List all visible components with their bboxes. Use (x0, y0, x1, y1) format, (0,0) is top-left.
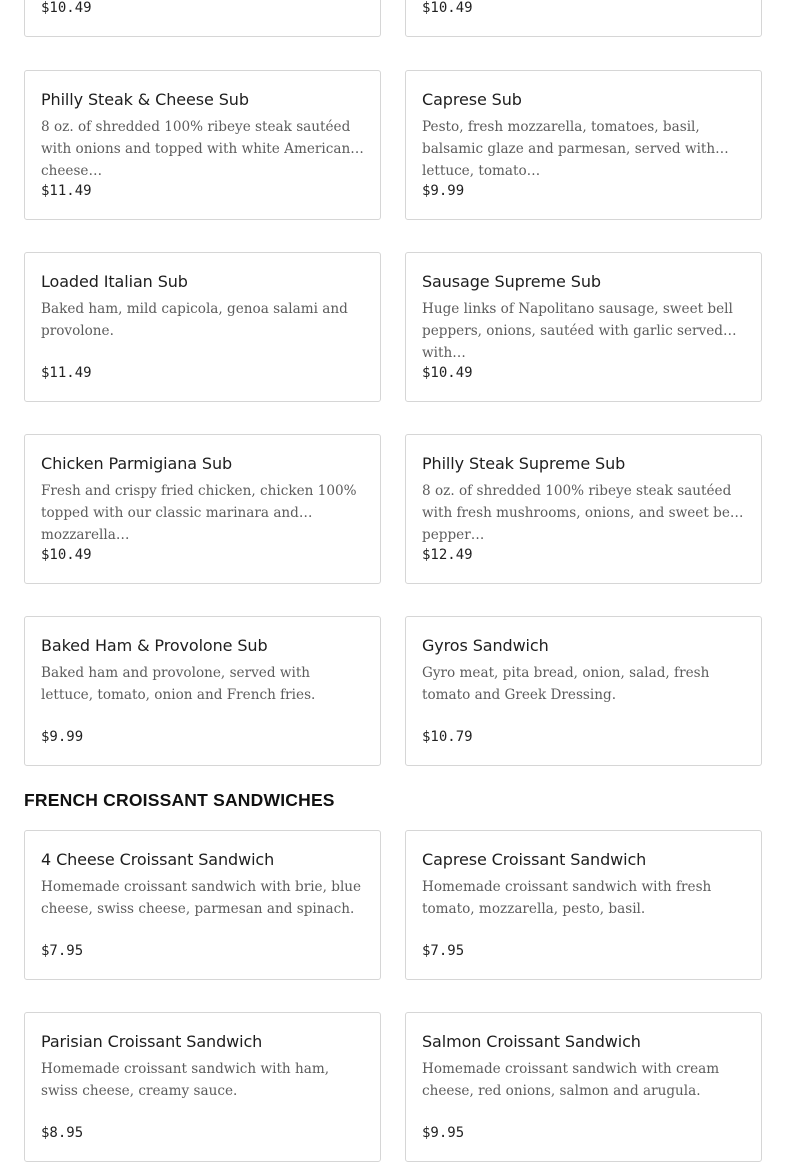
menu-item-card[interactable] (24, 830, 381, 980)
item-name: Chicken Parmigiana Sub (41, 454, 233, 473)
item-description: Huge links of Napolitano sausage, sweet bell peppers, onions, sautéed with garlic served with… (422, 301, 733, 361)
item-price: $10.49 (41, 0, 92, 16)
menu-item-card[interactable] (24, 70, 381, 220)
item-name: Gyros Sandwich (422, 636, 549, 655)
item-description: Baked ham, mild capicola, genoa salami and provolone. (41, 301, 348, 339)
menu-item-card[interactable] (405, 252, 762, 402)
item-name: Caprese Sub (422, 90, 522, 109)
item-name: Caprese Croissant Sandwich (422, 850, 647, 869)
item-description: 8 oz. of shredded 100% ribeye steak sautéed with onions and topped with white American cheese… (41, 119, 351, 179)
menu-item-card[interactable] (405, 434, 762, 584)
section-heading: FRENCH CROISSANT SANDWICHES (24, 790, 335, 810)
menu-item-card[interactable] (24, 1012, 381, 1162)
menu-item-card[interactable] (405, 0, 762, 37)
item-name: Salmon Croissant Sandwich (422, 1032, 641, 1051)
item-price: $10.49 (41, 547, 92, 563)
item-description: Gyro meat, pita bread, onion, salad, fresh tomato and Greek Dressing. (422, 665, 710, 703)
menu-item-card[interactable] (24, 0, 381, 37)
item-description: Homemade croissant sandwich with fresh tomato, mozzarella, pesto, basil. (422, 879, 712, 917)
menu-item-card[interactable] (405, 1012, 762, 1162)
menu-item-card[interactable] (24, 616, 381, 766)
menu-item-card[interactable] (405, 830, 762, 980)
item-price: $10.79 (422, 729, 473, 745)
item-description: Pesto, fresh mozzarella, tomatoes, basil, balsamic glaze and parmesan, served with lettuce, tomato… (422, 119, 716, 179)
item-name: Baked Ham & Provolone Sub (41, 636, 268, 655)
menu-item-card[interactable] (405, 70, 762, 220)
item-price: $9.99 (422, 183, 465, 199)
item-price: $12.49 (422, 547, 473, 563)
item-name: Sausage Supreme Sub (422, 272, 601, 291)
item-name: Parisian Croissant Sandwich (41, 1032, 263, 1051)
item-price: $10.49 (422, 0, 473, 16)
item-price: $9.95 (422, 1125, 465, 1141)
item-description: Homemade croissant sandwich with brie, blue cheese, swiss cheese, parmesan and spinach. (41, 879, 362, 917)
item-price: $8.95 (41, 1125, 84, 1141)
item-name: 4 Cheese Croissant Sandwich (41, 850, 275, 869)
item-price: $11.49 (41, 365, 92, 381)
item-price: $11.49 (41, 183, 92, 199)
menu-item-card[interactable] (405, 616, 762, 766)
item-price: $7.95 (41, 943, 84, 959)
menu-item-card[interactable] (24, 252, 381, 402)
item-description: Baked ham and provolone, served with lettuce, tomato, onion and French fries. (41, 665, 316, 703)
item-price: $10.49 (422, 365, 473, 381)
item-description: Fresh and crispy fried chicken, chicken 100% topped with our classic marinara and mozzarella… (41, 483, 357, 543)
item-description: Homemade croissant sandwich with ham, swiss cheese, creamy sauce. (41, 1061, 330, 1099)
item-name: Philly Steak Supreme Sub (422, 454, 626, 473)
item-description: 8 oz. of shredded 100% ribeye steak sautéed with fresh mushrooms, onions, and sweet bell pepper… (422, 483, 739, 543)
item-price: $7.95 (422, 943, 465, 959)
item-name: Loaded Italian Sub (41, 272, 188, 291)
item-name: Philly Steak & Cheese Sub (41, 90, 249, 109)
item-description: Homemade croissant sandwich with cream cheese, red onions, salmon and arugula. (422, 1061, 720, 1099)
menu-item-card[interactable] (24, 434, 381, 584)
item-price: $9.99 (41, 729, 84, 745)
